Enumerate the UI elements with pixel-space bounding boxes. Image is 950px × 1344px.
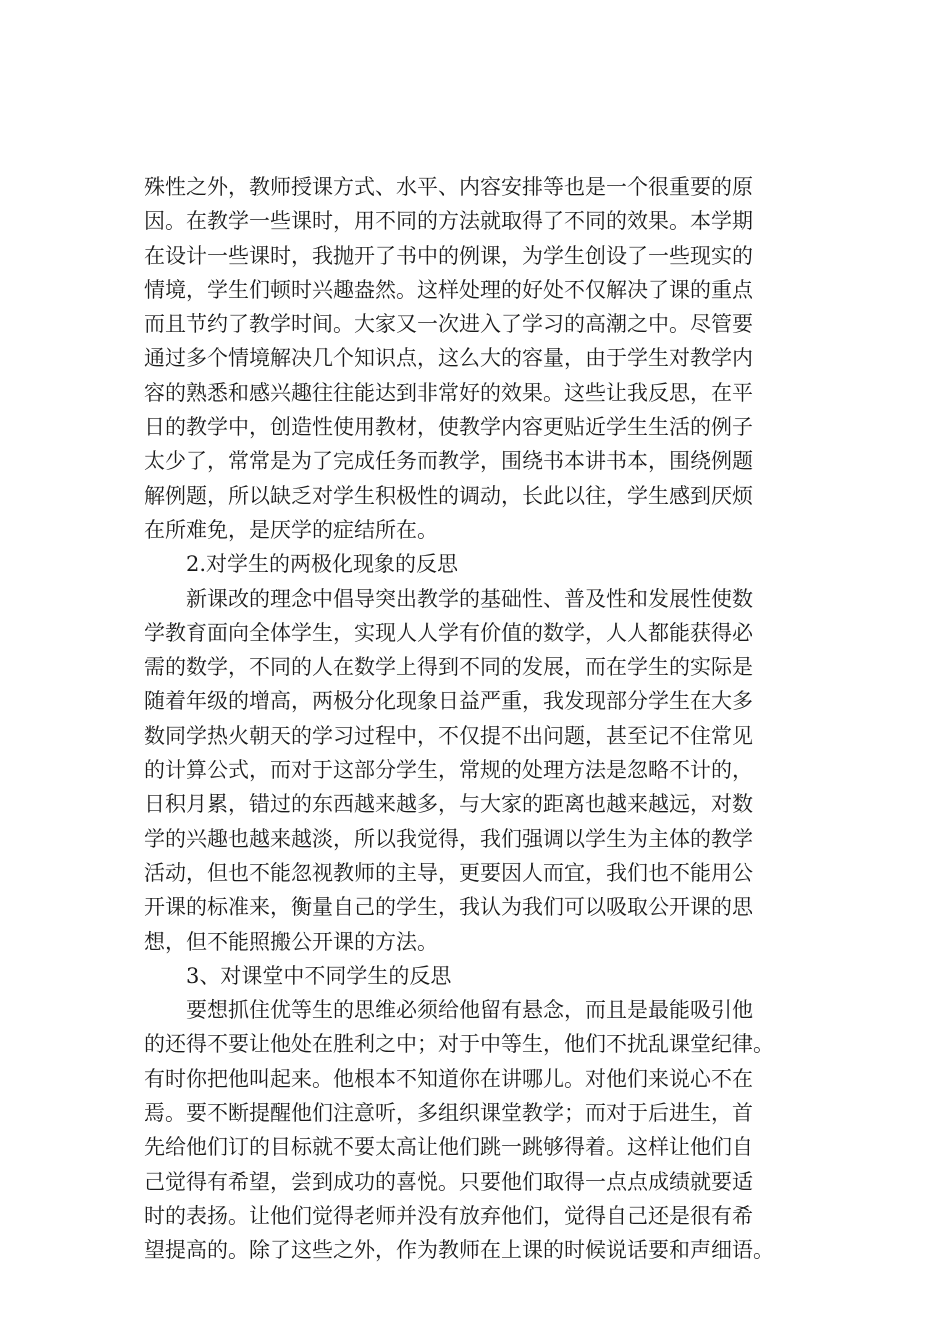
text-line: 的计算公式，而对于这部分学生，常规的处理方法是忽略不计的，: [144, 758, 753, 783]
text-line: 的还得不要让他处在胜利之中；对于中等生，他们不扰乱课堂纪律。: [144, 1032, 774, 1057]
text-line: 解例题，所以缺乏对学生积极性的调动，长此以往，学生感到厌烦: [144, 483, 753, 508]
text-line: 因。在教学一些课时，用不同的方法就取得了不同的效果。本学期: [144, 209, 753, 234]
section-heading-3: 3、对课堂中不同学生的反思: [186, 963, 452, 988]
text-line: 太少了，常常是为了完成任务而教学，围绕书本讲书本，围绕例题: [144, 449, 753, 474]
text-line: 情境，学生们顿时兴趣盎然。这样处理的好处不仅解决了课的重点: [144, 277, 753, 302]
text-line: 学的兴趣也越来越淡，所以我觉得，我们强调以学生为主体的教学: [144, 826, 753, 851]
text-line: 己觉得有希望，尝到成功的喜悦。只要他们取得一点点成绩就要适: [144, 1169, 753, 1194]
text-line: 活动，但也不能忽视教师的主导，更要因人而宜，我们也不能用公: [144, 860, 753, 885]
text-line: 日的教学中，创造性使用教材，使教学内容更贴近学生生活的例子: [144, 415, 753, 440]
text-line: 想，但不能照搬公开课的方法。: [144, 929, 438, 954]
text-line: 需的数学，不同的人在数学上得到不同的发展，而在学生的实际是: [144, 655, 753, 680]
text-line: 数同学热火朝天的学习过程中，不仅提不出问题，甚至记不住常见: [144, 723, 753, 748]
text-line: 殊性之外，教师授课方式、水平、内容安排等也是一个很重要的原: [144, 175, 753, 199]
text-line: 而且节约了教学时间。大家又一次进入了学习的高潮之中。尽管要: [144, 312, 753, 337]
text-line: 开课的标准来，衡量自己的学生，我认为我们可以吸取公开课的思: [144, 895, 753, 920]
text-line: 要想抓住优等生的思维必须给他留有悬念，而且是最能吸引他: [186, 998, 753, 1023]
section-heading-2: 2.对学生的两极化现象的反思: [186, 552, 459, 577]
text-line: 日积月累，错过的东西越来越多，与大家的距离也越来越远，对数: [144, 792, 753, 817]
text-line: 在所难免，是厌学的症结所在。: [144, 517, 438, 542]
text-line: 焉。要不断提醒他们注意听，多组织课堂教学；而对于后进生，首: [144, 1101, 753, 1126]
text-line: 通过多个情境解决几个知识点，这么大的容量，由于学生对教学内: [144, 346, 753, 371]
text-line: 时的表扬。让他们觉得老师并没有放弃他们，觉得自己还是很有希: [144, 1203, 753, 1228]
text-line: 新课改的理念中倡导突出教学的基础性、普及性和发展性使数: [186, 586, 753, 611]
text-line: 学教育面向全体学生，实现人人学有价值的数学，人人都能获得必: [144, 620, 753, 645]
text-line: 望提高的。除了这些之外，作为教师在上课的时候说话要和声细语。: [144, 1238, 774, 1263]
text-line: 容的熟悉和感兴趣往往能达到非常好的效果。这些让我反思，在平: [144, 380, 753, 405]
document-body: [144, 170, 816, 1268]
text-line: 在设计一些课时，我抛开了书中的例课，为学生创设了一些现实的: [144, 243, 753, 268]
text-line: 有时你把他叫起来。他根本不知道你在讲哪儿。对他们来说心不在: [144, 1066, 753, 1091]
text-line: 随着年级的增高，两极分化现象日益严重，我发现部分学生在大多: [144, 689, 753, 714]
text-line: 先给他们订的目标就不要太高让他们跳一跳够得着。这样让他们自: [144, 1135, 753, 1160]
